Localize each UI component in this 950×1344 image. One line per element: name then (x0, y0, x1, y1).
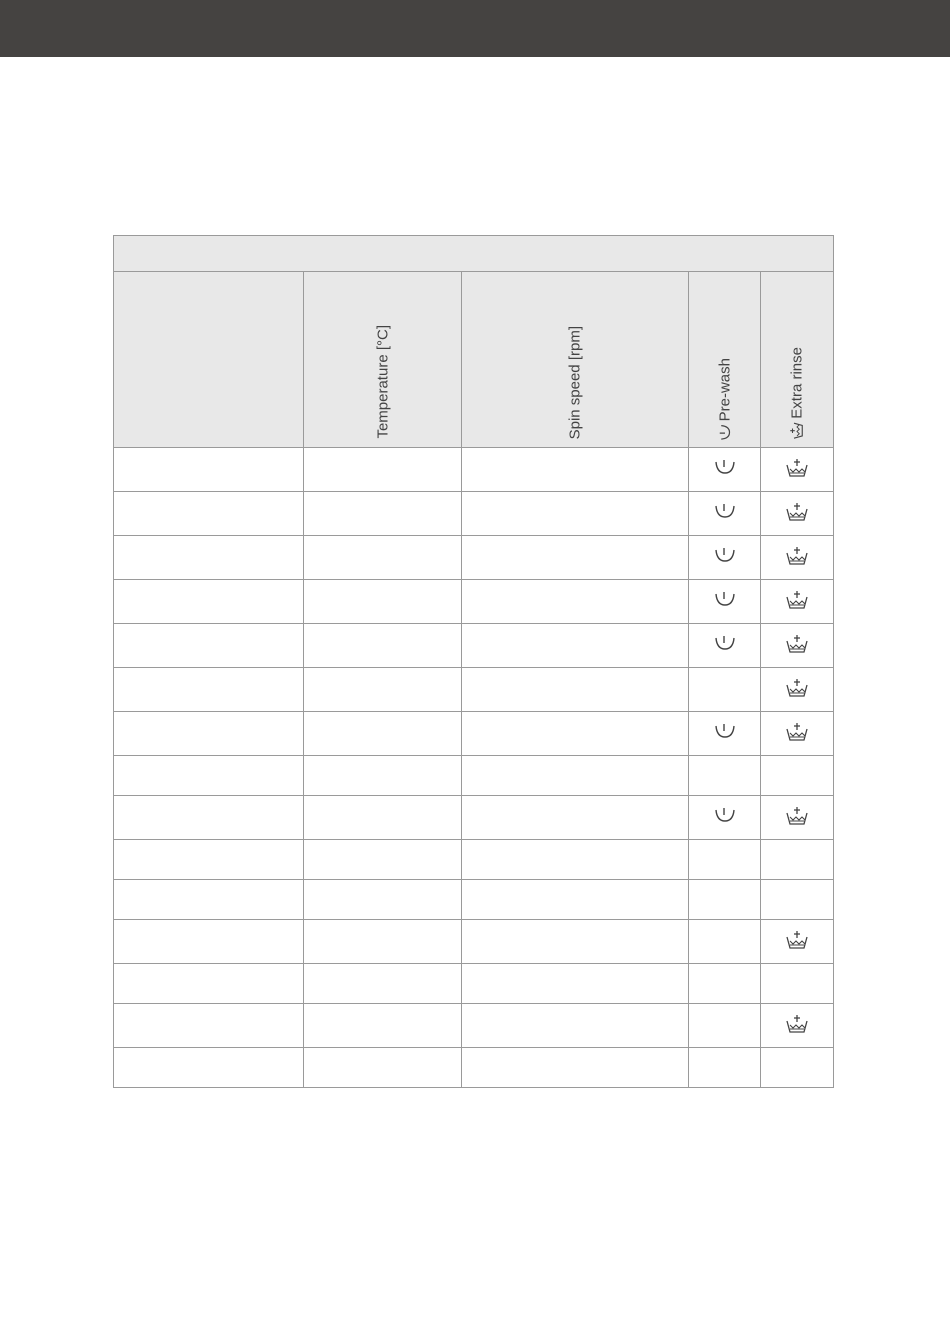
spin-speed-cell (462, 712, 689, 756)
program-cell (114, 580, 304, 624)
extra-rinse-cell (761, 1048, 834, 1088)
prewash-icon (713, 634, 737, 652)
prewash-cell (689, 1004, 761, 1048)
table-row (114, 624, 834, 668)
prewash-cell (689, 536, 761, 580)
temperature-cell (304, 1004, 462, 1048)
spin-speed-cell (462, 756, 689, 796)
prewash-cell (689, 712, 761, 756)
table-row (114, 580, 834, 624)
temperature-cell (304, 880, 462, 920)
spin-speed-cell (462, 1004, 689, 1048)
extra-rinse-cell (761, 840, 834, 880)
extra-rinse-header (761, 272, 834, 448)
table-row (114, 840, 834, 880)
table-row (114, 712, 834, 756)
program-cell (114, 492, 304, 536)
spin-speed-cell (462, 920, 689, 964)
program-cell (114, 712, 304, 756)
prewash-cell (689, 840, 761, 880)
spin-speed-cell (462, 536, 689, 580)
prewash-cell (689, 668, 761, 712)
prewash-cell (689, 756, 761, 796)
extra-rinse-header-label: Extra rinse (788, 347, 806, 419)
extra-rinse-icon (785, 546, 809, 564)
temperature-cell (304, 1048, 462, 1088)
program-cell (114, 624, 304, 668)
prewash-icon (713, 722, 737, 740)
program-cell (114, 448, 304, 492)
temperature-cell (304, 624, 462, 668)
temperature-cell (304, 536, 462, 580)
program-cell (114, 756, 304, 796)
spin-speed-cell (462, 880, 689, 920)
temperature-header-label: Temperature [°C] (374, 325, 391, 439)
extra-rinse-cell (761, 796, 834, 840)
table-row (114, 920, 834, 964)
program-cell (114, 880, 304, 920)
extra-rinse-cell (761, 536, 834, 580)
prewash-cell (689, 580, 761, 624)
spin-speed-cell (462, 964, 689, 1004)
program-table-body (114, 448, 834, 1088)
table-row (114, 1048, 834, 1088)
prewash-cell (689, 492, 761, 536)
prewash-cell (689, 964, 761, 1004)
temperature-header (304, 272, 462, 448)
table-row (114, 964, 834, 1004)
temperature-cell (304, 756, 462, 796)
extra-rinse-cell (761, 756, 834, 796)
table-row (114, 448, 834, 492)
extra-rinse-icon (785, 590, 809, 608)
spin-speed-header-label: Spin speed [rpm] (566, 325, 584, 439)
temperature-cell (304, 920, 462, 964)
spin-speed-cell (462, 1048, 689, 1088)
extra-rinse-icon (785, 678, 809, 696)
extra-rinse-cell (761, 668, 834, 712)
extra-rinse-icon (789, 422, 805, 440)
extra-rinse-icon (785, 634, 809, 652)
program-cell (114, 536, 304, 580)
prewash-icon (713, 502, 737, 520)
program-cell (114, 1004, 304, 1048)
table-row (114, 492, 834, 536)
extra-rinse-cell (761, 920, 834, 964)
prewash-icon (713, 546, 737, 564)
spin-speed-cell (462, 492, 689, 536)
temperature-cell (304, 580, 462, 624)
extra-rinse-cell (761, 1004, 834, 1048)
top-header-bar (0, 0, 950, 57)
program-cell (114, 920, 304, 964)
program-cell (114, 796, 304, 840)
extra-rinse-cell (761, 880, 834, 920)
program-cell (114, 840, 304, 880)
prewash-cell (689, 920, 761, 964)
temperature-cell (304, 492, 462, 536)
extra-rinse-icon (785, 806, 809, 824)
extra-rinse-icon (785, 930, 809, 948)
extra-rinse-cell (761, 492, 834, 536)
program-cell (114, 1048, 304, 1088)
prewash-icon (713, 458, 737, 476)
program-cell (114, 964, 304, 1004)
table-row (114, 668, 834, 712)
temperature-cell (304, 840, 462, 880)
spin-speed-cell (462, 624, 689, 668)
temperature-cell (304, 964, 462, 1004)
temperature-cell (304, 448, 462, 492)
prewash-icon (713, 806, 737, 824)
prewash-cell (689, 796, 761, 840)
table-row (114, 536, 834, 580)
spin-speed-header (462, 272, 689, 448)
prewash-cell (689, 880, 761, 920)
extra-rinse-icon (785, 502, 809, 520)
extra-rinse-cell (761, 964, 834, 1004)
prewash-header (689, 272, 761, 448)
extra-rinse-cell (761, 580, 834, 624)
program-header (114, 272, 304, 448)
prewash-header-label: Pre-wash (716, 357, 733, 421)
spin-speed-cell (462, 796, 689, 840)
table-row (114, 1004, 834, 1048)
extra-rinse-cell (761, 624, 834, 668)
program-table (113, 235, 834, 1088)
extra-rinse-cell (761, 448, 834, 492)
table-title-cell (114, 236, 834, 272)
spin-speed-cell (462, 580, 689, 624)
prewash-icon (713, 590, 737, 608)
spin-speed-cell (462, 668, 689, 712)
extra-rinse-icon (785, 722, 809, 740)
temperature-cell (304, 796, 462, 840)
prewash-cell (689, 624, 761, 668)
extra-rinse-icon (785, 1014, 809, 1032)
extra-rinse-icon (785, 458, 809, 476)
table-row (114, 756, 834, 796)
extra-rinse-cell (761, 712, 834, 756)
table-row (114, 796, 834, 840)
prewash-cell (689, 1048, 761, 1088)
temperature-cell (304, 712, 462, 756)
spin-speed-cell (462, 840, 689, 880)
temperature-cell (304, 668, 462, 712)
table-row (114, 880, 834, 920)
spin-speed-cell (462, 448, 689, 492)
prewash-cell (689, 448, 761, 492)
prewash-icon (718, 423, 732, 441)
program-cell (114, 668, 304, 712)
